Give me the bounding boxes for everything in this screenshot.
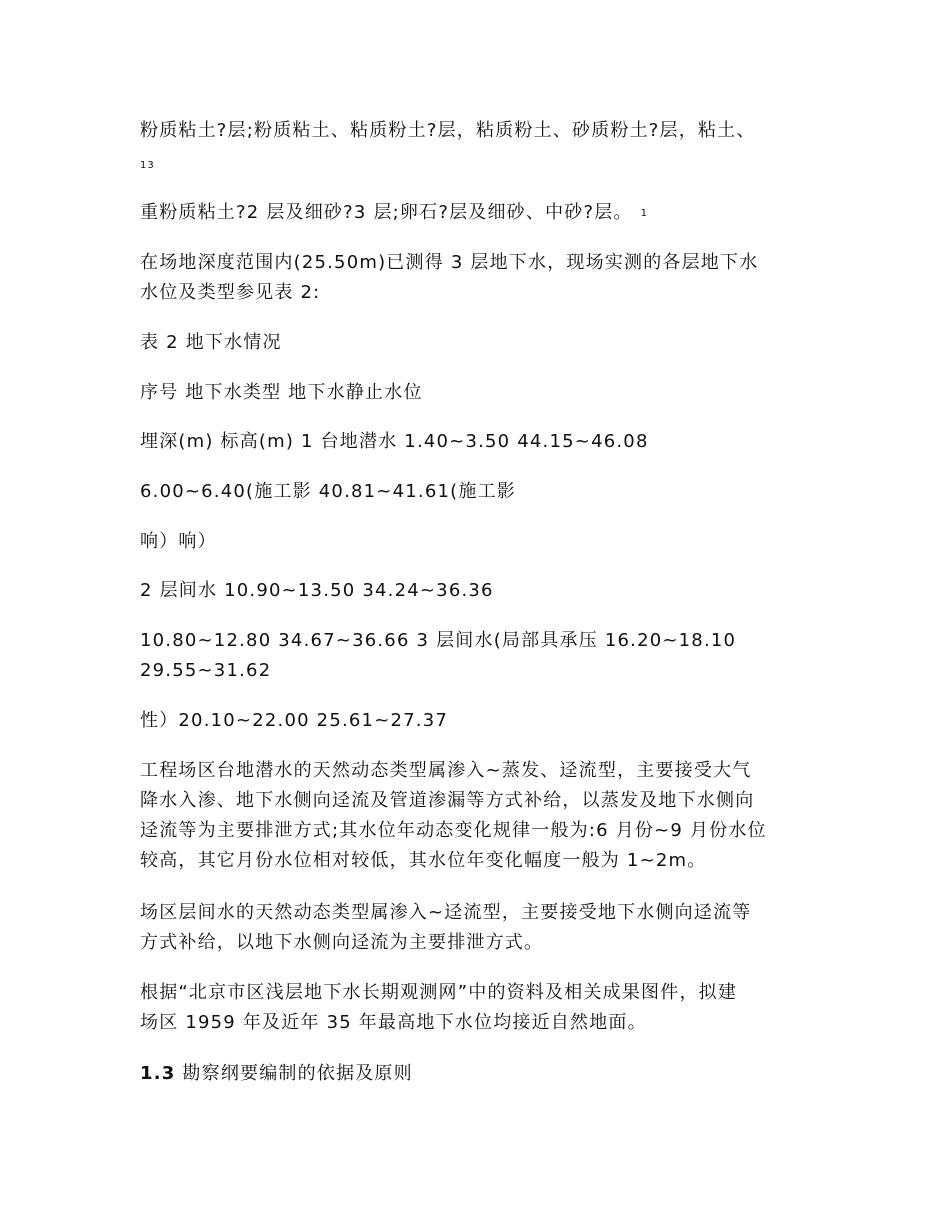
footnote-marker: 1: [640, 208, 649, 219]
paragraph-interlayer-water: 场区层间水的天然动态类型属渗入~迳流型，主要接受地下水侧向迳流等: [140, 902, 752, 923]
paragraph-phreatic-water: 迳流等为主要排泄方式;其水位年动态变化规律一般为:6 月份~9 月份水位: [140, 820, 767, 841]
paragraph-phreatic-water: 降水入渗、地下水侧向迳流及管道渗漏等方式补给，以蒸发及地下水侧向: [140, 790, 755, 811]
table-header-line: 序号 地下水类型 地下水静止水位: [140, 382, 423, 403]
paragraph-phreatic-water: 工程场区台地潜水的天然动态类型属渗入~蒸发、迳流型，主要接受大气: [140, 760, 752, 781]
table-caption: 表 2 地下水情况: [140, 332, 282, 353]
section-heading-text: 勘察纲要编制的依据及原则: [182, 1063, 413, 1084]
paragraph-phreatic-water: 较高，其它月份水位相对较低，其水位年变化幅度一般为 1~2m。: [140, 850, 707, 871]
table-row-line: 性）20.10~22.00 25.61~27.37: [140, 710, 449, 731]
text-line-groundwater-intro-cont: 水位及类型参见表 2:: [140, 282, 321, 303]
text-line-soil-layers-cont: [140, 198, 820, 229]
paragraph-observation-network: 根据“北京市区浅层地下水长期观测网”中的资料及相关成果图件，拟建: [140, 982, 738, 1003]
text-line-groundwater-intro: 在场地深度范围内(25.50m)已测得 3 层地下水，现场实测的各层地下水: [140, 252, 759, 273]
section-heading: [140, 1059, 820, 1089]
table-row-line: 埋深(m) 标高(m) 1 台地潜水 1.40~3.50 44.15~46.08: [140, 431, 649, 452]
table-row-line: 2 层间水 10.90~13.50 34.24~36.36: [140, 580, 494, 601]
paragraph-observation-network: 场区 1959 年及近年 35 年最高地下水位均接近自然地面。: [140, 1012, 647, 1033]
table-row-line: 10.80~12.80 34.67~36.66 3 层间水(局部具承压 16.20~18.10: [140, 630, 737, 651]
text-line-content: 重粉质粘土?2 层及细砂?3 层;卵石?层及细砂、中砂?层。: [140, 202, 633, 223]
text-line-soil-layers: 粉质粘土?层;粉质粘土、粘质粉土?层，粘质粉土、砂质粉土?层，粘土、: [140, 120, 756, 141]
footnote-marker: 13: [140, 160, 155, 171]
table-row-line: 6.00~6.40(施工影 40.81~41.61(施工影: [140, 481, 516, 502]
table-row-line: 29.55~31.62: [140, 660, 272, 681]
section-heading-number: 1.3: [140, 1063, 176, 1084]
table-row-line: 响）响）: [140, 531, 217, 552]
paragraph-interlayer-water: 方式补给，以地下水侧向迳流为主要排泄方式。: [140, 932, 544, 953]
